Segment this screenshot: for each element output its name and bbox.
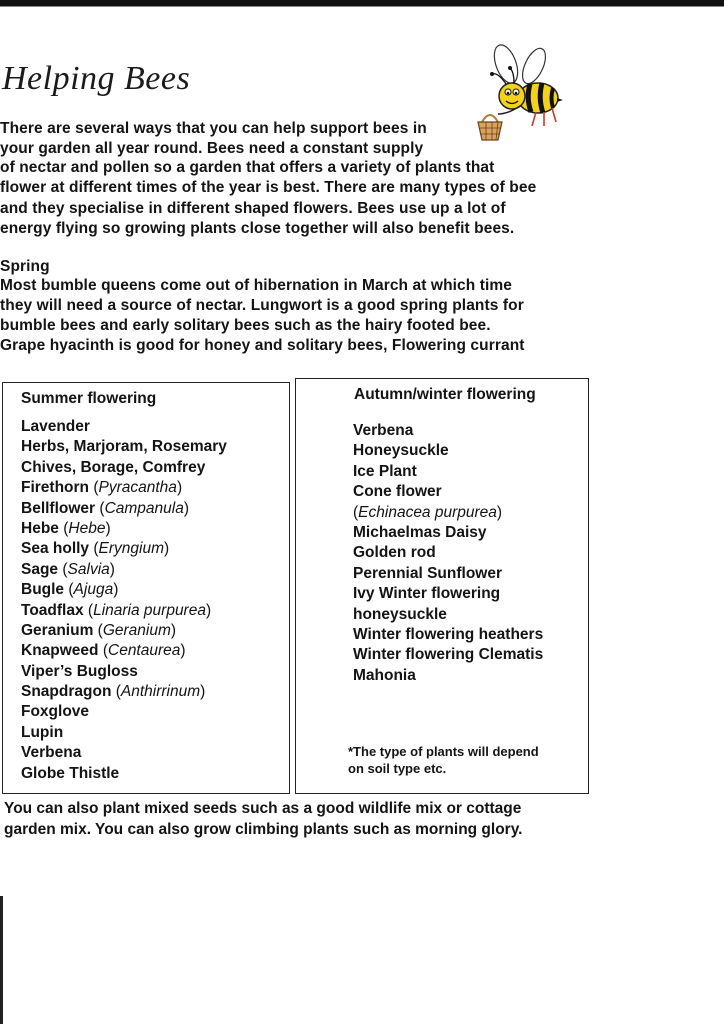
page-title: Helping Bees (2, 60, 191, 97)
summer-plant-list (21, 417, 227, 784)
plant-list-item: (Echinacea purpurea) (353, 503, 503, 521)
plant-name: honeysuckle (353, 605, 447, 623)
plant-name: Verbena (21, 744, 82, 762)
plant-list-item: Sage (Salvia) (21, 560, 115, 578)
plant-latin-name: Hebe (68, 519, 106, 537)
spring-heading: Spring (0, 258, 50, 275)
plant-name: Verbena (353, 422, 414, 439)
plant-latin-name: Campanula (104, 499, 184, 517)
note-line: on soil type etc. (348, 761, 447, 776)
plant-list-item (353, 564, 543, 584)
plant-name: Sea holly (21, 540, 90, 558)
note-line: *The type of plants will depend (348, 744, 539, 759)
plant-name: Knapweed (21, 642, 99, 660)
plant-name: Lupin (21, 723, 64, 741)
soil-type-note (348, 743, 539, 777)
plant-list-item: Bellflower (Campanula) (21, 499, 190, 517)
plant-list-item (353, 421, 543, 441)
plant-list-item (21, 417, 227, 437)
spring-line: Most bumble queens come out of hibernation in March at which time (0, 277, 513, 294)
plant-list-item (353, 605, 543, 625)
plant-name: Toadflax (21, 601, 84, 619)
plant-name: Chives, Borage, Comfrey (21, 458, 206, 476)
spring-line: bumble bees and early solitary bees such as the hairy footed bee. (0, 317, 491, 334)
plant-name: Ivy Winter flowering (353, 585, 501, 603)
summer-heading: Summer flowering (21, 390, 157, 407)
spring-line: they will need a source of nectar. Lungwort is a good spring plants for (0, 297, 524, 314)
plant-list-item (353, 666, 543, 686)
plant-name: Globe Thistle (21, 764, 120, 782)
plant-list-item (353, 523, 543, 543)
plant-latin-name: Pyracantha (98, 479, 177, 497)
footer-line: garden mix. You can also grow climbing plants such as morning glory. (4, 821, 523, 838)
plant-list-item (353, 482, 543, 502)
plant-list-item (353, 584, 543, 604)
plant-latin-name: Eryngium (98, 540, 165, 558)
plant-list-item (21, 723, 227, 743)
intro-line: your garden all year round. Bees need a constant supply (0, 140, 424, 157)
plant-latin-name: Anthirrinum (120, 683, 201, 701)
plant-list-item (353, 543, 543, 563)
plant-list-item (353, 645, 543, 665)
plant-list-item: Bugle (Ajuga) (21, 581, 119, 599)
plant-name: Geranium (21, 621, 94, 639)
plant-name: Bugle (21, 581, 65, 599)
plant-name: Michaelmas Daisy (353, 523, 487, 541)
plant-name: Hebe (21, 519, 59, 537)
plant-name: Foxglove (21, 703, 90, 721)
intro-line: of nectar and pollen so a garden that offers a variety of plants that (0, 159, 495, 176)
plant-name: Ice Plant (353, 462, 417, 480)
footer-line: You can also plant mixed seeds such as a good wildlife mix or cottage (4, 800, 522, 817)
plant-latin-name: Salvia (67, 560, 110, 578)
intro-line: flower at different times of the year is best. There are many types of bee (0, 179, 537, 196)
scan-edge-mark (0, 896, 3, 1024)
plant-list-item (353, 462, 543, 482)
plant-name: Lavender (21, 418, 90, 435)
plant-list-item (353, 441, 543, 461)
plant-list-item (21, 437, 227, 457)
plant-name: Viper’s Bugloss (21, 662, 138, 680)
plant-latin-name: Linaria purpurea (93, 601, 206, 619)
plant-list-item (21, 743, 227, 763)
plant-list-item (21, 702, 227, 722)
plant-name: Mahonia (353, 666, 416, 684)
plant-name: Sage (21, 560, 59, 578)
plant-latin-name: Centaurea (108, 642, 181, 660)
plant-name: Winter flowering Clematis (353, 646, 544, 664)
plant-list-item (21, 662, 227, 682)
plant-list-item: Geranium (Geranium) (21, 621, 177, 639)
summer-flowering-panel (2, 382, 290, 794)
plant-latin-name: Echinacea purpurea (358, 503, 497, 521)
plant-latin-name: Geranium (102, 621, 171, 639)
plant-name: Winter flowering heathers (353, 625, 544, 643)
plant-list-item (21, 764, 227, 784)
bee-with-basket-icon (468, 42, 564, 146)
plant-list-item (21, 458, 227, 478)
intro-line: There are several ways that you can help support bees in (0, 120, 427, 137)
autumn-winter-flowering-panel (295, 378, 589, 794)
plant-name: Honeysuckle (353, 442, 449, 460)
autumn-plant-list (353, 421, 543, 686)
plant-list-item: Knapweed (Centaurea) (21, 642, 186, 660)
intro-line: energy flying so growing plants close together will also benefit bees. (0, 220, 515, 237)
plant-name: Firethorn (21, 479, 90, 497)
plant-list-item: Hebe (Hebe) (21, 519, 111, 537)
plant-list-item (353, 625, 543, 645)
plant-name: Cone flower (353, 483, 442, 501)
plant-list-item: Firethorn (Pyracantha) (21, 479, 183, 497)
spring-line: Grape hyacinth is good for honey and solitary bees, Flowering currant (0, 337, 525, 354)
plant-name: Golden rod (353, 544, 436, 562)
plant-list-item: Toadflax (Linaria purpurea) (21, 601, 212, 619)
plant-list-item: Snapdragon (Anthirrinum) (21, 683, 206, 701)
top-rule-shadow (0, 6, 724, 7)
plant-name: Snapdragon (21, 683, 112, 701)
plant-name: Bellflower (21, 499, 96, 517)
plant-name: Perennial Sunflower (353, 564, 503, 582)
intro-line: and they specialise in different shaped flowers. Bees use up a lot of (0, 200, 506, 217)
plant-latin-name: Ajuga (73, 581, 114, 599)
plant-name: Herbs, Marjoram, Rosemary (21, 438, 227, 456)
plant-list-item: Sea holly (Eryngium) (21, 540, 170, 558)
autumn-heading: Autumn/winter flowering (354, 386, 536, 403)
